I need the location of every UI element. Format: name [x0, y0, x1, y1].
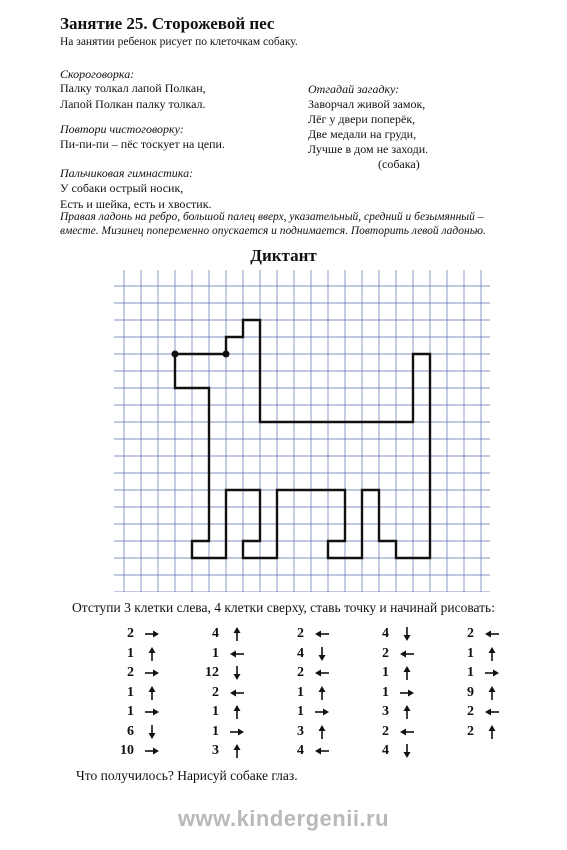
dictation-step [278, 683, 338, 703]
arrow-up-icon [229, 743, 245, 759]
tongue-twister-heading: Скороговорка: [60, 67, 135, 81]
tongue-twister-line: Палку толкал лапой Полкан, [60, 81, 206, 95]
arrow-right-icon [484, 665, 500, 681]
step-count: 4 [297, 645, 304, 661]
arrow-right-icon [144, 743, 160, 759]
arrow-right-icon [144, 704, 160, 720]
step-count: 1 [127, 684, 134, 700]
dictation-step [448, 624, 508, 644]
dictation-step [193, 722, 253, 742]
arrow-right-icon [229, 724, 245, 740]
step-count: 4 [212, 626, 219, 641]
arrow-left-icon [229, 646, 245, 662]
dictation-step [278, 722, 338, 742]
arrow-up-icon [144, 646, 160, 662]
arrow-left-icon [314, 743, 330, 759]
dictation-step [448, 702, 508, 722]
step-count: 4 [382, 626, 389, 641]
step-count: 1 [297, 704, 304, 719]
dictation-step [278, 624, 338, 644]
dictation-step [363, 702, 423, 722]
arrow-up-icon [229, 626, 245, 642]
step-count: 4 [382, 743, 389, 758]
riddle-line: Заворчал живой замок, [308, 97, 426, 111]
arrow-up-icon [314, 724, 330, 740]
arrow-down-icon [229, 665, 245, 681]
pure-phrase-heading: Повтори чистоговорку: [60, 122, 184, 136]
dictation-step [448, 722, 508, 742]
arrow-up-icon [484, 646, 500, 662]
dictation-step [108, 722, 168, 742]
step-count: 4 [297, 743, 304, 758]
dictation-step [193, 702, 253, 722]
step-count: 2 [467, 626, 474, 641]
dictation-step [193, 741, 253, 761]
page-title: Занятие 25. Сторожевой пес [60, 14, 275, 33]
arrow-left-icon [484, 626, 500, 642]
arrow-right-icon [399, 685, 415, 701]
finger-gym-line: Есть и шейка, есть и хвостик. [60, 197, 212, 211]
dictation-step [193, 683, 253, 703]
arrow-left-icon [399, 646, 415, 662]
dictation-step [278, 644, 338, 664]
dictation-step [193, 644, 253, 664]
step-count: 2 [212, 684, 219, 700]
step-count: 1 [382, 684, 389, 700]
step-count: 1 [127, 704, 134, 719]
arrow-down-icon [144, 724, 160, 740]
page-subtitle: На занятии ребенок рисует по клеточкам собаку. [60, 36, 298, 48]
dictation-step [108, 741, 168, 761]
arrow-left-icon [314, 626, 330, 642]
dictation-step [108, 663, 168, 683]
arrow-down-icon [399, 743, 415, 759]
arrow-up-icon [484, 685, 500, 701]
dictation-step [363, 624, 423, 644]
step-count: 1 [212, 704, 219, 719]
dictation-step [448, 683, 508, 703]
dictation-step [108, 624, 168, 644]
step-count: 2 [127, 626, 134, 641]
step-count: 3 [212, 743, 219, 758]
arrow-left-icon [484, 704, 500, 720]
arrow-up-icon [399, 704, 415, 720]
riddle-line: Лёг у двери поперёк, [308, 112, 416, 126]
finger-gym-instruction: Правая ладонь на ребро, большой палец вверх, указательный, средний и безымянный – [60, 211, 484, 223]
dictation-step [363, 644, 423, 664]
dictation-step [278, 663, 338, 683]
dictation-step [363, 683, 423, 703]
step-count: 12 [205, 665, 219, 680]
dictation-step [448, 663, 508, 683]
arrow-right-icon [144, 626, 160, 642]
arrow-up-icon [229, 704, 245, 720]
step-count: 1 [212, 645, 219, 661]
step-count: 1 [127, 645, 134, 661]
riddle-line: Лучше в дом не заходи. [308, 142, 429, 156]
dictation-step [193, 663, 253, 683]
arrow-up-icon [314, 685, 330, 701]
dictation-step [448, 644, 508, 664]
dictation-step [363, 741, 423, 761]
arrow-left-icon [229, 685, 245, 701]
dictation-instruction: Отступи 3 клетки слева, 4 клетки сверху, ставь точку и начинай рисовать: [72, 600, 495, 615]
finger-gym-line: У собаки острый носик, [60, 181, 184, 195]
dictation-question: Что получилось? Нарисуй собаке глаз. [76, 768, 298, 783]
step-count: 2 [382, 645, 389, 661]
tongue-twister-line: Лапой Полкан палку толкал. [60, 97, 206, 111]
riddle-line: Две медали на груди, [308, 127, 417, 141]
dictation-step [363, 722, 423, 742]
step-count: 2 [297, 626, 304, 641]
step-count: 2 [467, 704, 474, 719]
step-count: 10 [120, 743, 134, 758]
dictation-step [108, 702, 168, 722]
dictation-step [108, 644, 168, 664]
step-count: 1 [382, 665, 389, 680]
pure-phrase-line: Пи-пи-пи – пёс тоскует на цепи. [60, 137, 225, 151]
dictation-step [278, 702, 338, 722]
dictation-step [193, 624, 253, 644]
dictation-step [108, 683, 168, 703]
arrow-down-icon [314, 646, 330, 662]
step-count: 1 [297, 684, 304, 700]
riddle-heading: Отгадай загадку: [308, 82, 400, 96]
arrow-up-icon [399, 665, 415, 681]
step-count: 2 [127, 665, 134, 680]
step-count: 1 [467, 645, 474, 661]
step-count: 9 [467, 684, 474, 700]
step-count: 6 [127, 723, 134, 739]
footer-site: www.kindergenii.ru [177, 806, 390, 831]
step-count: 3 [297, 723, 304, 739]
arrow-left-icon [399, 724, 415, 740]
riddle-answer: (собака) [378, 157, 420, 171]
arrow-up-icon [484, 724, 500, 740]
arrow-left-icon [314, 665, 330, 681]
step-count: 2 [382, 723, 389, 739]
arrow-right-icon [314, 704, 330, 720]
arrow-right-icon [144, 665, 160, 681]
finger-gym-heading: Пальчиковая гимнастика: [60, 166, 194, 180]
finger-gym-instruction: вместе. Мизинец попеременно опускается и поднимается. Повторить левой ладонью. [60, 225, 486, 237]
arrow-up-icon [144, 685, 160, 701]
step-count: 2 [467, 723, 474, 739]
dictation-title: Диктант [250, 246, 317, 265]
dictation-step [363, 663, 423, 683]
step-count: 1 [212, 723, 219, 739]
arrow-down-icon [399, 626, 415, 642]
dictation-step [278, 741, 338, 761]
step-count: 2 [297, 665, 304, 680]
step-count: 1 [467, 665, 474, 680]
step-count: 3 [382, 704, 389, 719]
